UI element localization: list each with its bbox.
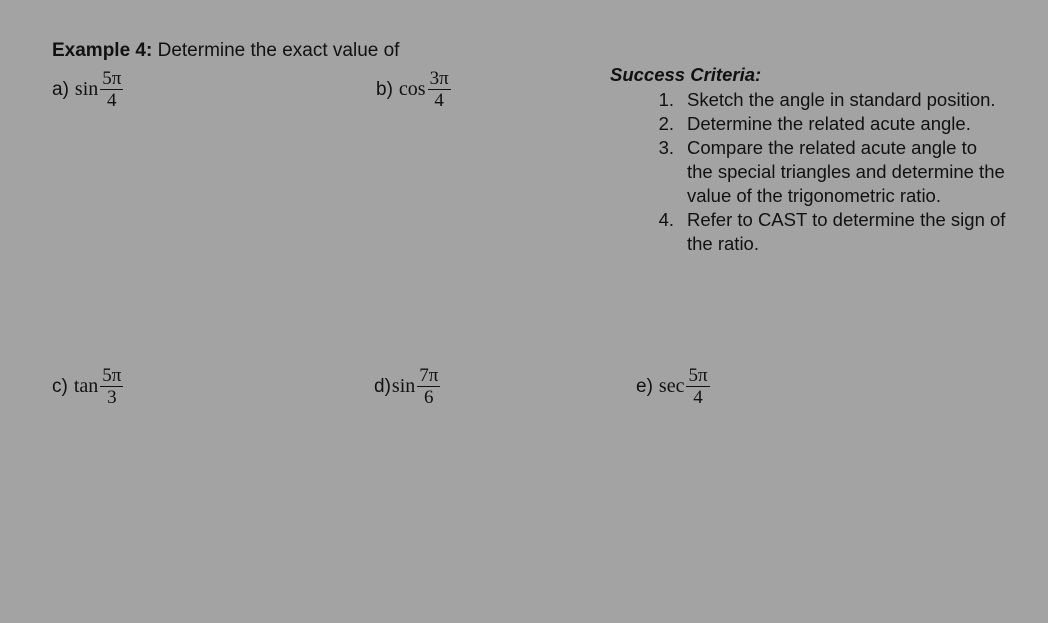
fraction-denominator: 4	[693, 387, 703, 408]
criteria-list	[610, 88, 1030, 256]
problem-c	[52, 365, 123, 408]
criteria-text: Determine the related acute angle.	[687, 113, 971, 134]
trig-function: tan	[73, 375, 99, 397]
trig-function: sec	[658, 375, 685, 397]
criteria-title: Success Criteria:	[610, 64, 762, 85]
fraction-denominator: 3	[107, 387, 117, 408]
criteria-item	[610, 208, 1030, 256]
trig-function: sin	[74, 78, 99, 100]
problem-letter: c)	[52, 375, 68, 397]
success-criteria	[610, 64, 1030, 256]
example-label: Example 4:	[52, 40, 153, 61]
criteria-number: 4.	[658, 209, 674, 230]
problem-b	[376, 68, 451, 111]
problem-letter: d)	[374, 375, 391, 397]
fraction-numerator: 5π	[102, 365, 122, 386]
trig-function: cos	[398, 78, 426, 100]
trig-function: sin	[391, 375, 416, 397]
fraction-denominator: 6	[424, 387, 434, 408]
problem-a	[52, 68, 123, 111]
example-instruction: Determine the exact value of	[157, 40, 400, 61]
problem-letter: e)	[636, 375, 653, 397]
fraction-numerator: 5π	[688, 365, 708, 386]
criteria-text: Compare the related acute angle to the special triangles and determine the value of the trigonometric ratio.	[687, 137, 1005, 206]
example-heading	[52, 40, 399, 62]
angle-fraction	[686, 365, 709, 408]
fraction-denominator: 4	[107, 90, 117, 111]
fraction-numerator: 5π	[102, 68, 122, 89]
criteria-item	[610, 88, 1030, 112]
angle-fraction	[100, 68, 123, 111]
criteria-text: Refer to CAST to determine the sign of the ratio.	[687, 209, 1006, 254]
angle-fraction	[100, 365, 123, 408]
criteria-number: 2.	[658, 113, 674, 134]
angle-fraction	[417, 365, 440, 408]
criteria-item	[610, 136, 1030, 208]
problem-d	[374, 365, 440, 408]
fraction-denominator: 4	[434, 90, 444, 111]
angle-fraction	[428, 68, 451, 111]
fraction-numerator: 3π	[429, 68, 449, 89]
problem-e	[636, 365, 710, 408]
fraction-numerator: 7π	[419, 365, 439, 386]
criteria-number: 3.	[658, 137, 674, 158]
problem-letter: a)	[52, 78, 69, 100]
criteria-number: 1.	[658, 89, 674, 110]
criteria-text: Sketch the angle in standard position.	[687, 89, 996, 110]
criteria-item	[610, 112, 1030, 136]
problem-letter: b)	[376, 78, 393, 100]
